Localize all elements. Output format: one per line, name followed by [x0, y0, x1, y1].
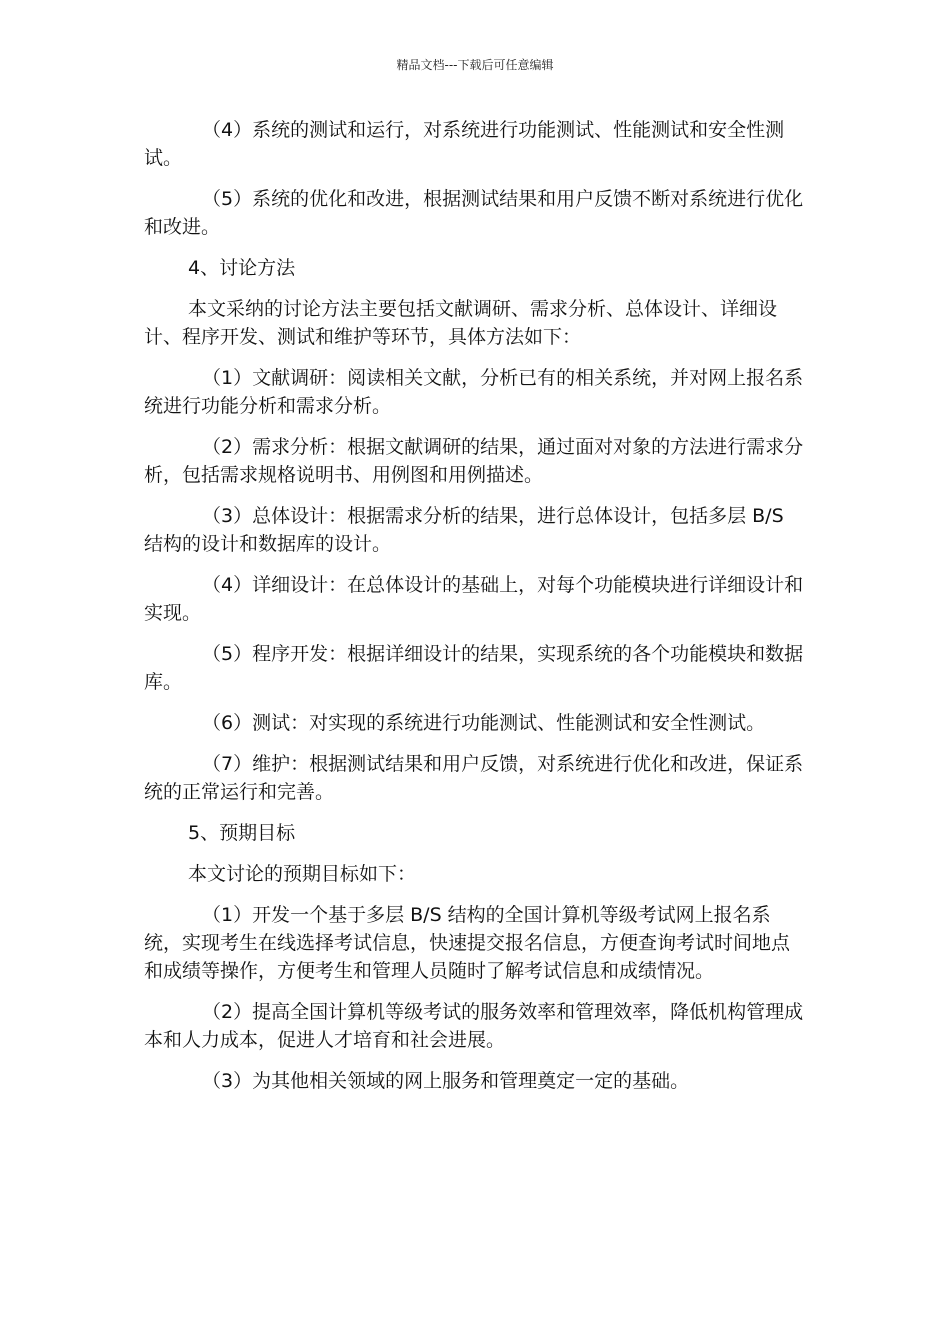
paragraph-literature-review: （1）文献调研：阅读相关文献，分析已有的相关系统，并对网上报名系统进行功能分析和需求分析。: [144, 367, 804, 417]
page-header: 精品文档---下载后可任意编辑: [396, 58, 554, 72]
paragraph-goal-2: （2）提高全国计算机等级考试的服务效率和管理效率，降低机构管理成本和人力成本，促进人才培育和社会进展。: [144, 1001, 804, 1051]
paragraph-goal-3: （3）为其他相关领域的网上服务和管理奠定一定的基础。: [202, 1070, 690, 1092]
paragraph-test-and-run: （4）系统的测试和运行，对系统进行功能测试、性能测试和安全性测试。: [144, 119, 785, 169]
paragraph-goals-intro: 本文讨论的预期目标如下：: [188, 863, 417, 885]
paragraph-requirements: （2）需求分析：根据文献调研的结果，通过面对对象的方法进行需求分析，包括需求规格说明书、用例图和用例描述。: [144, 436, 804, 486]
paragraph-testing: （6）测试：对实现的系统进行功能测试、性能测试和安全性测试。: [202, 712, 766, 734]
paragraph-detail-design: （4）详细设计：在总体设计的基础上，对每个功能模块进行详细设计和实现。: [144, 574, 804, 624]
paragraph-development: （5）程序开发：根据详细设计的结果，实现系统的各个功能模块和数据库。: [144, 643, 804, 693]
document-body: [144, 116, 806, 1108]
paragraph-maintenance: （7）维护：根据测试结果和用户反馈，对系统进行优化和改进，保证系统的正常运行和完善。: [144, 753, 804, 803]
paragraph-overall-design: （3）总体设计：根据需求分析的结果，进行总体设计，包括多层 B/S 结构的设计和数据库的设计。: [144, 505, 784, 555]
section-heading-goals: 5、预期目标: [188, 822, 296, 844]
paragraph-method-intro: 本文采纳的讨论方法主要包括文献调研、需求分析、总体设计、详细设计、程序开发、测试和维护等环节，具体方法如下：: [144, 298, 778, 348]
paragraph-goal-1: （1）开发一个基于多层 B/S 结构的全国计算机等级考试网上报名系统，实现考生在线选择考试信息，快速提交报名信息，方便查询考试时间地点和成绩等操作，方便考生和管理人员随时了解考试信息和成绩情况。: [144, 904, 791, 982]
paragraph-optimize: （5）系统的优化和改进，根据测试结果和用户反馈不断对系统进行优化和改进。: [144, 188, 804, 238]
section-heading-method: 4、讨论方法: [188, 257, 296, 279]
